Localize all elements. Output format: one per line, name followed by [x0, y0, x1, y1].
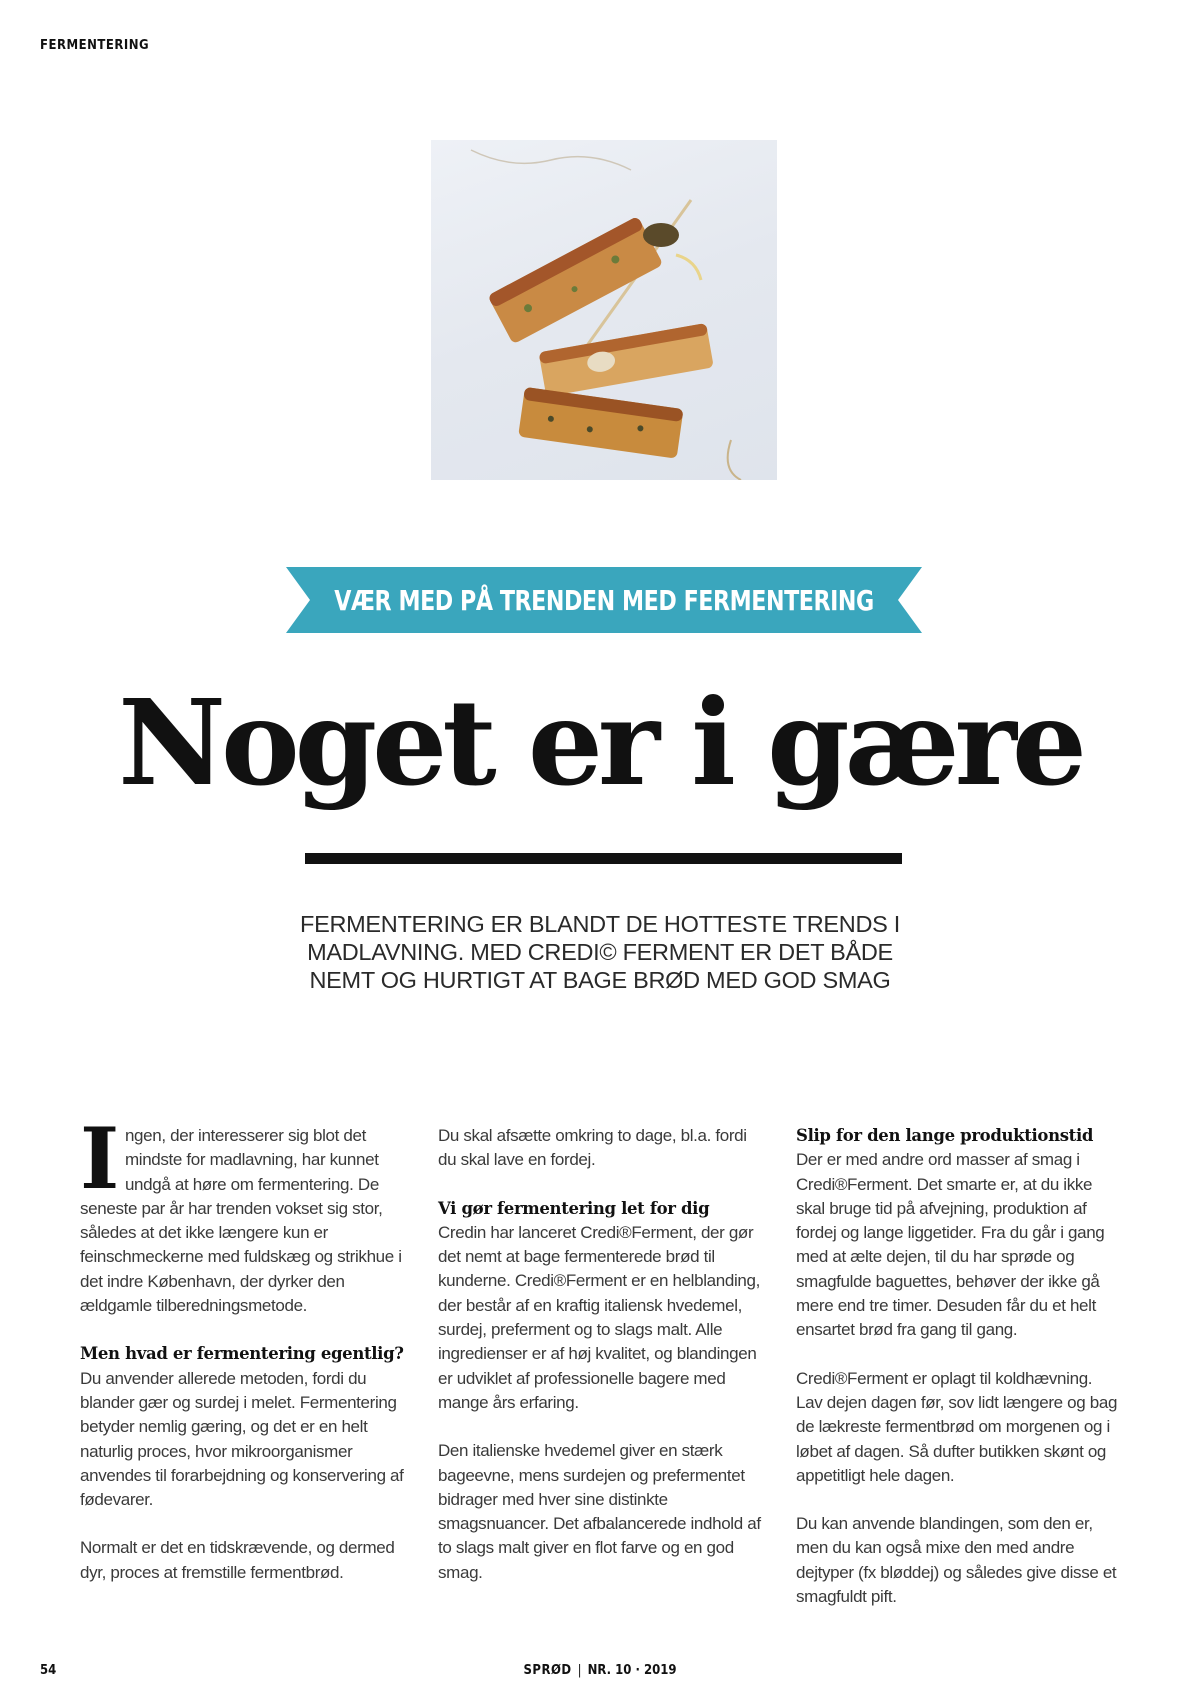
- title-underline: [305, 853, 902, 864]
- dropcap: I: [80, 1109, 119, 1208]
- headline-banner: [286, 567, 922, 633]
- page-number: 54: [40, 1663, 57, 1678]
- magazine-footer: [0, 1663, 1200, 1678]
- lead-line: NEMT OG HURTIGT AT BAGE BRØD MED GOD SMAG: [309, 967, 891, 993]
- lead-line: FERMENTERING ER BLANDT DE HOTTESTE TRENDS I: [300, 911, 900, 937]
- page-title: Noget er i gære: [118, 673, 1082, 812]
- article-column-1: [80, 1109, 405, 1609]
- issue-number: NR. 10 · 2019: [587, 1663, 677, 1678]
- article-column-2: [438, 1124, 763, 1609]
- section-label: FERMENTERING: [40, 38, 150, 53]
- subheading: Slip for den lange produktionstid: [796, 1126, 1094, 1145]
- body-paragraph: Du skal afsætte omkring to dage, bl.a. fordi du skal lave en fordej.: [438, 1126, 747, 1170]
- footer-separator: |: [577, 1663, 582, 1678]
- subheading: Men hvad er fermentering egentlig?: [80, 1344, 404, 1364]
- article-column-3: [796, 1124, 1121, 1633]
- focaccia-photo: [431, 140, 777, 480]
- body-paragraph: Ingen, der interesserer sig blot det mindste for madlavning, har kunnet undgå at høre om fermentering. De seneste par år har trenden vokset sig stor, således at det ikke længere kun er feinschmeckerne med fuldskæg og strikhue i det indre København, der dyrker den ældgamle tilberedningsmetode.: [80, 1109, 402, 1316]
- body-paragraph: Der er med andre ord masser af smag i Credi®Ferment. Det smarte er, at du ikke skal bruge tid på afvejning, produktion af fordej og lange liggetider. Fra du går i gang med at ælte dejen, til du har sprøde og smagfulde baguettes, behøver der ikke gå mere end tre timer. Desuden får du et helt ensartet brød fra gang til gang.: [796, 1150, 1105, 1340]
- body-paragraph: Normalt er det en tidskrævende, og dermed dyr, proces at fremstille fermentbrød.: [80, 1538, 395, 1582]
- banner-text: VÆR MED PÅ TRENDEN MED FERMENTERING: [334, 583, 874, 617]
- body-paragraph: Den italienske hvedemel giver en stærk bageevne, mens surdejen og prefermentet bidrager med hver sine distinkte smagsnuancer. Det afbalancerede indhold af to slags malt giver en flot farve og en god smag.: [438, 1441, 761, 1582]
- body-paragraph: Du kan anvende blandingen, som den er, men du kan også mixe den med andre dejtyper (fx bløddej) og således give disse et smagfuldt pift.: [796, 1514, 1117, 1607]
- lead-line: MADLAVNING. MED CREDI© FERMENT ER DET BÅDE: [307, 939, 893, 965]
- magazine-name: SPRØD: [523, 1663, 572, 1678]
- lead-paragraph: [290, 910, 910, 994]
- body-paragraph: Du anvender allerede metoden, fordi du blander gær og surdej i melet. Fermentering betyder nemlig gæring, og det er en helt naturlig proces, hvor mikroorganismer anvendes til forarbejdning og konservering af fødevarer.: [80, 1368, 404, 1510]
- subheading: Vi gør fermentering let for dig: [438, 1198, 710, 1218]
- body-paragraph: Credi®Ferment er oplagt til koldhævning. Lav dejen dagen før, sov lidt længere og bag de lækreste fermentbrød om morgenen og i løbet af dagen. Så dufter butikken skønt og appetitligt hele dagen.: [796, 1368, 1118, 1485]
- body-paragraph: Credin har lanceret Credi®Ferment, der gør det nemt at bage fermenterede brød til kunderne. Credi®Ferment er en helblanding, der består af en kraftig italiensk hvedemel, surdej, preferment og to slags malt. Alle ingredienser er af høj kvalitet, og blandingen er udviklet af professionelle bagere med mange års erfaring.: [438, 1222, 760, 1412]
